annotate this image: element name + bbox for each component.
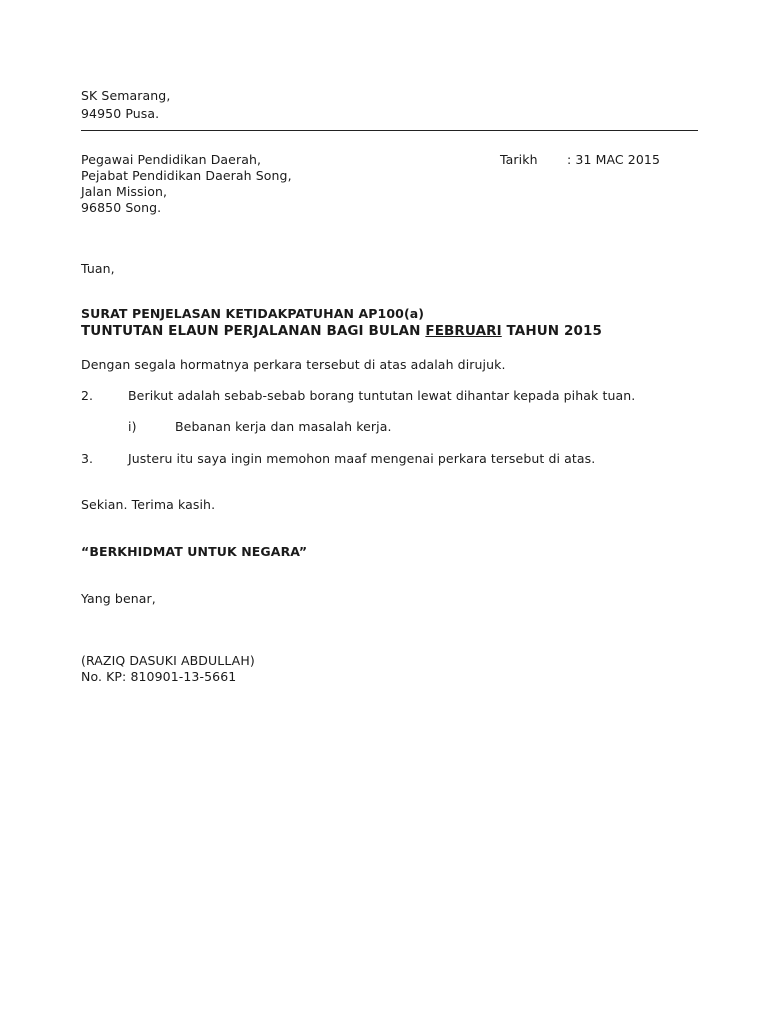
header-divider [81, 130, 698, 131]
date-value: : 31 MAC 2015 [567, 152, 660, 167]
salutation: Tuan, [81, 261, 115, 276]
recipient-address-line-1: Pegawai Pendidikan Daerah, [81, 152, 262, 167]
list-item-text: Bebanan kerja dan masalah kerja. [175, 419, 392, 434]
paragraph-2-text: Berikut adalah sebab-sebab borang tuntutan lewat dihantar kepada pihak tuan. [128, 388, 636, 403]
recipient-address-line-4: 96850 Song. [81, 200, 162, 215]
sender-address-line-1: SK Semarang, [81, 88, 171, 103]
sender-address-line-2: 94950 Pusa. [81, 106, 160, 121]
subject-line-2 [81, 323, 602, 339]
recipient-address-line-2: Pejabat Pendidikan Daerah Song, [81, 168, 292, 183]
paragraph-3-number: 3. [81, 451, 94, 466]
closing-yours: Yang benar, [81, 591, 156, 606]
recipient-address-line-3: Jalan Mission, [81, 184, 168, 199]
signatory-name: (RAZIQ DASUKI ABDULLAH) [81, 653, 255, 668]
list-item-number: i) [128, 419, 137, 434]
closing-thanks: Sekian. Terima kasih. [81, 497, 216, 512]
signatory-ic-number: No. KP: 810901-13-5661 [81, 669, 237, 684]
subject-line-2-before: TUNTUTAN ELAUN PERJALANAN BAGI BULAN [81, 323, 426, 339]
paragraph-2-number: 2. [81, 388, 94, 403]
motto: “BERKHIDMAT UNTUK NEGARA” [81, 544, 308, 559]
paragraph-3-text: Justeru itu saya ingin memohon maaf mengenai perkara tersebut di atas. [128, 451, 596, 466]
subject-line-2-after: TAHUN 2015 [501, 323, 602, 339]
subject-line-1: SURAT PENJELASAN KETIDAKPATUHAN AP100(a) [81, 306, 425, 321]
subject-month-underlined: FEBRUARI [425, 323, 502, 339]
intro-paragraph: Dengan segala hormatnya perkara tersebut di atas adalah dirujuk. [81, 357, 506, 372]
date-label: Tarikh [500, 152, 538, 167]
